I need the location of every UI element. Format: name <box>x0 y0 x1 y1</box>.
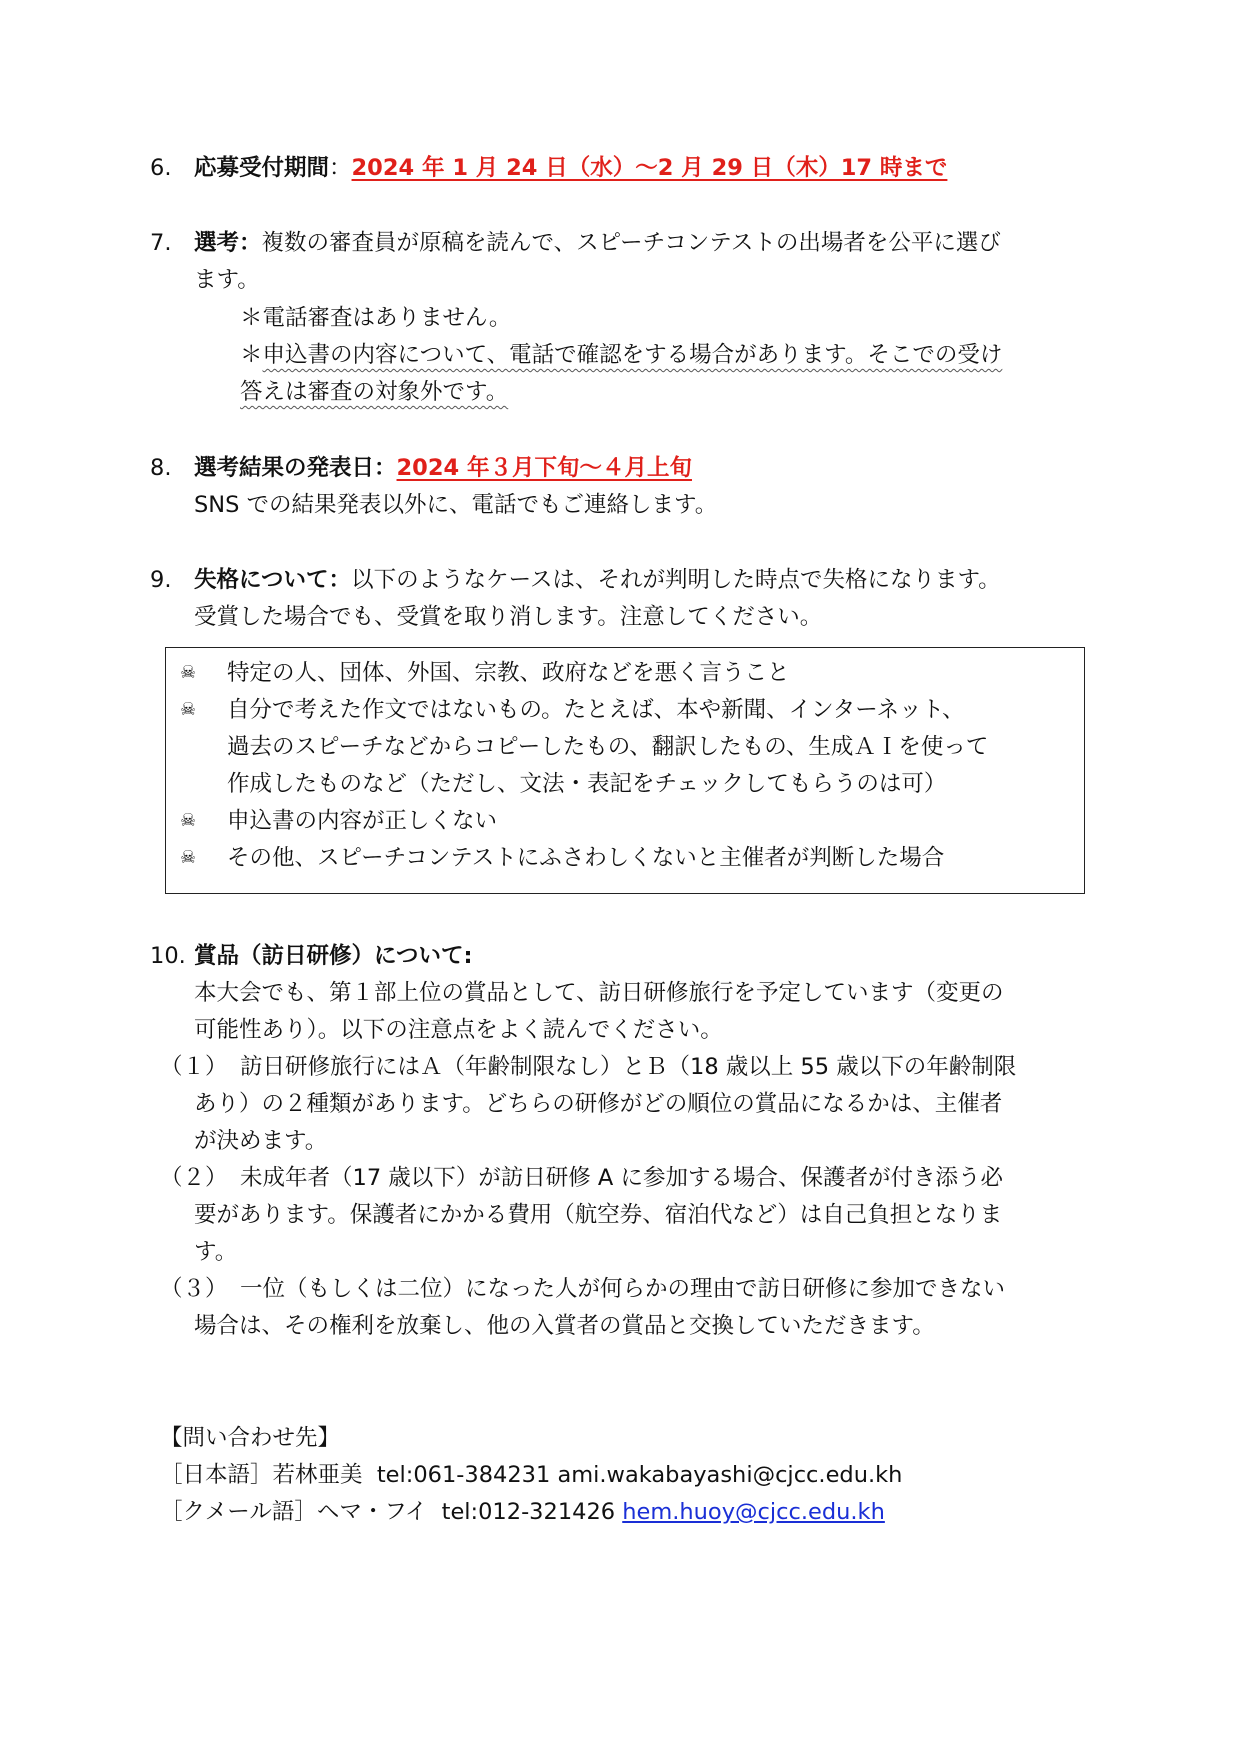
disqualification-item: その他、スピーチコンテストにふさわしくないと主催者が判断した場合 <box>227 845 945 871</box>
section-9-text-1: 以下のようなケースは、それが判明した時点で失格になります。 <box>351 567 1001 593</box>
point-2-line-3: す。 <box>194 1239 238 1265</box>
disqualification-item-cont: 作成したものなど（ただし、文法・表記をチェックしてもらうのは可） <box>227 771 947 797</box>
section-7-note-2b-line <box>240 374 508 410</box>
section-7-line-1 <box>194 225 1001 261</box>
contact-khmer-name: ［クメール語］ヘマ・フイ <box>160 1499 428 1525</box>
section-8-number: 8. <box>150 455 172 481</box>
contact-khmer-tel: tel:012-321426 <box>441 1499 616 1525</box>
section-8-line-1 <box>194 450 692 486</box>
contact-japanese-email: ami.wakabayashi@cjcc.edu.kh <box>557 1462 903 1488</box>
application-period: 2024 年 1 月 24 日（水）～2 月 29 日（木）17 時まで <box>351 155 948 181</box>
section-6-line <box>194 150 947 186</box>
section-6-colon: ： <box>329 155 352 181</box>
section-6-number: 6. <box>150 155 172 181</box>
section-9-line-1 <box>194 562 1001 598</box>
section-9-text-2: 受賞した場合でも、受賞を取り消します。注意してください。 <box>194 604 823 630</box>
contact-japanese-tel: tel:061-384231 <box>376 1462 551 1488</box>
point-1-line-2: あり）の２種類があります。どちらの研修がどの順位の賞品になるかは、主催者 <box>194 1091 1003 1117</box>
point-2-line-1: 未成年者（17 歳以下）が訪日研修 A に参加する場合、保護者が付き添う必 <box>240 1165 1003 1191</box>
section-7-label: 選考： <box>194 230 262 256</box>
contact-heading: 【問い合わせ先】 <box>160 1425 341 1451</box>
skull-icon: ☠ <box>180 699 197 720</box>
section-8-label: 選考結果の発表日： <box>194 455 397 481</box>
section-9-number: 9. <box>150 567 172 593</box>
point-3-line-1: 一位（もしくは二位）になった人が何らかの理由で訪日研修に参加できない <box>240 1276 1006 1302</box>
announcement-date: 2024 年３月下旬～４月上旬 <box>396 455 692 481</box>
disqualification-item: 申込書の内容が正しくない <box>227 808 498 834</box>
section-10-intro-1: 本大会でも、第１部上位の賞品として、訪日研修旅行を予定しています（変更の <box>194 980 1004 1006</box>
contact-japanese-line <box>160 1457 902 1493</box>
section-10-label: 賞品（訪日研修）について: <box>194 943 473 969</box>
point-2-line-2: 要があります。保護者にかかる費用（航空券、宿泊代など）は自己負担となりま <box>194 1202 1003 1228</box>
skull-icon: ☠ <box>180 810 197 831</box>
section-7-note-2a-line <box>240 337 1002 373</box>
section-10-number: 10. <box>150 943 186 969</box>
skull-icon: ☠ <box>180 662 197 683</box>
point-1-line-3: が決めます。 <box>194 1128 328 1154</box>
section-8-text: SNS での結果発表以外に、電話でもご連絡します。 <box>194 492 718 518</box>
section-7-text-2: ます。 <box>194 267 260 293</box>
section-7-number: 7. <box>150 230 172 256</box>
section-7-note-2b: 答えは審査の対象外です。 <box>240 379 509 405</box>
point-2-number: （２） <box>160 1165 228 1191</box>
section-9-label: 失格について： <box>194 567 352 593</box>
point-3-line-2: 場合は、その権利を放棄し、他の入賞者の賞品と交換していただきます。 <box>194 1313 935 1339</box>
section-10-intro-2: 可能性あり）。以下の注意点をよく読んでください。 <box>194 1017 723 1043</box>
disqualification-item: 自分で考えた作文ではないもの。たとえば、本や新聞、インターネット、 <box>227 697 965 723</box>
point-3-number: （３） <box>160 1276 228 1302</box>
section-7-note-2-mark: ＊ <box>240 342 263 368</box>
section-7-note-1: ＊電話審査はありません。 <box>240 305 512 331</box>
section-7-text-1: 複数の審査員が原稿を読んで、スピーチコンテストの出場者を公平に選び <box>261 230 1001 256</box>
point-1-line-1: 訪日研修旅行にはＡ（年齢制限なし）とＢ（18 歳以上 55 歳以下の年齢制限 <box>240 1054 1017 1080</box>
contact-khmer-email-link[interactable]: hem.huoy@cjcc.edu.kh <box>622 1499 885 1525</box>
contact-khmer-line <box>160 1494 885 1530</box>
section-7-note-2a: 申込書の内容について、電話で確認をする場合があります。そこでの受け <box>262 342 1003 368</box>
skull-icon: ☠ <box>180 847 197 868</box>
point-1-number: （１） <box>160 1054 228 1080</box>
contact-japanese-name: ［日本語］若林亜美 <box>160 1462 363 1488</box>
disqualification-item-cont: 過去のスピーチなどからコピーしたもの、翻訳したもの、生成ＡＩを使って <box>227 734 989 760</box>
disqualification-item: 特定の人、団体、外国、宗教、政府などを悪く言うこと <box>227 660 790 686</box>
section-6-label: 応募受付期間 <box>194 155 330 181</box>
